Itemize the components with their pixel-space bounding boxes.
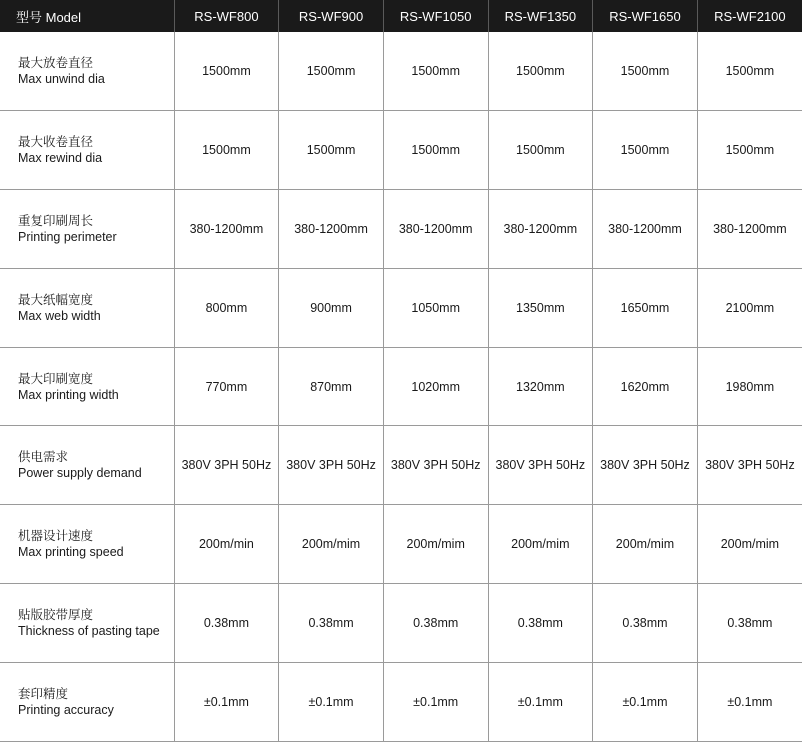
table-cell: 380-1200mm (593, 190, 698, 269)
table-cell: 200m/min (174, 505, 279, 584)
table-cell: 380-1200mm (488, 190, 593, 269)
table-cell: 0.38mm (279, 584, 384, 663)
table-cell: 200m/mim (593, 505, 698, 584)
row-label (0, 32, 174, 111)
table-cell: 380V 3PH 50Hz (383, 426, 488, 505)
table-cell: 0.38mm (593, 584, 698, 663)
table-cell: 1500mm (383, 32, 488, 111)
row-label-zh: 贴版胶带厚度 (18, 607, 94, 622)
header-row (0, 0, 802, 32)
table-row (0, 347, 802, 426)
table-cell: 1320mm (488, 347, 593, 426)
row-label (0, 426, 174, 505)
row-label-en: Max printing speed (18, 545, 124, 560)
table-cell: 0.38mm (697, 584, 802, 663)
row-label-zh: 供电需求 (18, 450, 69, 465)
table-row (0, 584, 802, 663)
header-model-rs-wf1050: RS-WF1050 (383, 0, 488, 32)
table-cell: 1050mm (383, 268, 488, 347)
table-cell: 380V 3PH 50Hz (279, 426, 384, 505)
table-cell: 1500mm (488, 32, 593, 111)
table-row (0, 662, 802, 741)
table-cell: 0.38mm (488, 584, 593, 663)
table-cell: 1500mm (593, 111, 698, 190)
table-cell: 1350mm (488, 268, 593, 347)
row-label-en: Thickness of pasting tape (18, 623, 160, 638)
table-cell: 1500mm (279, 111, 384, 190)
table-cell: 380V 3PH 50Hz (488, 426, 593, 505)
row-label (0, 662, 174, 741)
table-cell: 1620mm (593, 347, 698, 426)
row-label-en: Max web width (18, 308, 101, 323)
table-cell: 200m/mim (279, 505, 384, 584)
table-cell: 1500mm (697, 32, 802, 111)
table-cell: 200m/mim (488, 505, 593, 584)
table-row (0, 190, 802, 269)
row-label-en: Printing perimeter (18, 229, 117, 244)
table-cell: 1650mm (593, 268, 698, 347)
table-cell: 900mm (279, 268, 384, 347)
header-model-rs-wf1650: RS-WF1650 (593, 0, 698, 32)
row-label-zh: 最大放卷直径 (18, 56, 94, 71)
table-cell: ±0.1mm (593, 662, 698, 741)
header-model-rs-wf2100: RS-WF2100 (697, 0, 802, 32)
table-cell: 1500mm (279, 32, 384, 111)
table-cell: 380-1200mm (279, 190, 384, 269)
table-cell: 1500mm (174, 32, 279, 111)
table-cell: 380-1200mm (174, 190, 279, 269)
row-label-en: Max rewind dia (18, 151, 103, 166)
row-label (0, 268, 174, 347)
table-cell: 1500mm (488, 111, 593, 190)
row-label-zh: 重复印刷周长 (18, 213, 94, 228)
table-cell: 380-1200mm (697, 190, 802, 269)
table-cell: 0.38mm (174, 584, 279, 663)
header-model-rs-wf900: RS-WF900 (279, 0, 384, 32)
table-cell: 1500mm (593, 32, 698, 111)
row-label-en: Printing accuracy (18, 702, 114, 717)
table-row (0, 505, 802, 584)
table-row (0, 426, 802, 505)
row-label-en: Power supply demand (18, 466, 142, 481)
row-label (0, 347, 174, 426)
table-row (0, 32, 802, 111)
table-cell: 1020mm (383, 347, 488, 426)
table-cell: 770mm (174, 347, 279, 426)
table-cell: 1980mm (697, 347, 802, 426)
row-label (0, 111, 174, 190)
row-label-en: Max printing width (18, 387, 119, 402)
table-cell: 200m/mim (697, 505, 802, 584)
row-label-zh: 最大收卷直径 (18, 135, 94, 150)
table-cell: 380-1200mm (383, 190, 488, 269)
header-model-label: 型号 Model (0, 0, 174, 32)
table-row (0, 111, 802, 190)
table-cell: 380V 3PH 50Hz (593, 426, 698, 505)
header-model-rs-wf800: RS-WF800 (174, 0, 279, 32)
row-label-zh: 套印精度 (18, 686, 69, 701)
table-cell: ±0.1mm (383, 662, 488, 741)
table-cell: ±0.1mm (488, 662, 593, 741)
row-label-en: Max unwind dia (18, 72, 105, 87)
header-model-rs-wf1350: RS-WF1350 (488, 0, 593, 32)
row-label-zh: 最大印刷宽度 (18, 371, 94, 386)
table-cell: ±0.1mm (697, 662, 802, 741)
table-cell: 2100mm (697, 268, 802, 347)
row-label (0, 584, 174, 663)
table-cell: ±0.1mm (174, 662, 279, 741)
table-cell: 1500mm (697, 111, 802, 190)
row-label (0, 505, 174, 584)
table-cell: 1500mm (383, 111, 488, 190)
table-cell: ±0.1mm (279, 662, 384, 741)
table-cell: 870mm (279, 347, 384, 426)
row-label-zh: 最大纸幅宽度 (18, 292, 94, 307)
table-cell: 800mm (174, 268, 279, 347)
table-cell: 0.38mm (383, 584, 488, 663)
table-cell: 380V 3PH 50Hz (174, 426, 279, 505)
table-cell: 380V 3PH 50Hz (697, 426, 802, 505)
row-label (0, 190, 174, 269)
table-row (0, 268, 802, 347)
row-label-zh: 机器设计速度 (18, 529, 94, 544)
table-cell: 200m/mim (383, 505, 488, 584)
table-cell: 1500mm (174, 111, 279, 190)
